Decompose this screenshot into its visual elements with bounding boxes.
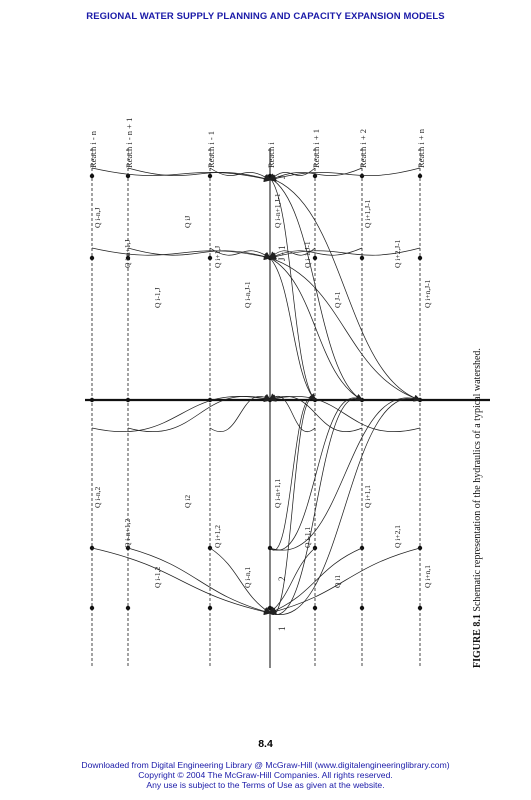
reach-label: Reach i - n + 1 (124, 117, 134, 168)
node-label: 1 (277, 626, 287, 631)
reach-label: Reach i - 1 (206, 130, 216, 168)
flow-label: Q i-n,1 (243, 566, 252, 588)
flow-arrow (128, 168, 270, 180)
junction-node (90, 398, 94, 402)
footer-line-2: Copyright © 2004 The McGraw-Hill Companies. All rights reserved. (138, 770, 393, 781)
footer (0, 760, 531, 791)
flow-label: Q i-n+1,J-1 (273, 193, 282, 228)
flow-label: Q i+1,2 (213, 525, 222, 548)
running-header: REGIONAL WATER SUPPLY PLANNING AND CAPACITY EXPANSION MODELS (86, 11, 445, 22)
watershed-hydraulics-figure (70, 108, 495, 690)
flow-label: Q i-n+1,1 (273, 478, 282, 508)
flow-label: Q iJ (183, 215, 192, 228)
reach-label: Reach i (266, 142, 276, 168)
flow-label: Q i+1,J (213, 245, 222, 268)
flow-arrow (92, 396, 270, 431)
flow-label: Q i1 (333, 574, 342, 588)
reach-label: Reach i + 1 (311, 128, 321, 168)
junction-node (418, 256, 422, 260)
node-label: J - 1 (277, 245, 287, 261)
junction-node (268, 174, 272, 178)
caption-label: FIGURE 8.1 (472, 611, 483, 668)
flow-arrow (210, 548, 270, 613)
footer-line-3: Any use is subject to the Terms of Use as given at the website. (146, 780, 385, 791)
junction-node (208, 606, 212, 610)
junction-node (208, 174, 212, 178)
junction-node (268, 606, 272, 610)
footer-line-1: Downloaded from Digital Engineering Library @ McGraw-Hill (www.digitalengineeringlibrary.com) (81, 760, 450, 770)
figure-caption (472, 348, 483, 668)
flow-arrow (92, 248, 270, 258)
flow-label: Q i+2,1 (393, 525, 402, 548)
flow-label: Q i-1,J (153, 287, 162, 308)
flow-arrow (210, 396, 270, 431)
junction-node (360, 606, 364, 610)
flow-label: Q i+n,1 (423, 565, 432, 588)
junction-node (418, 174, 422, 178)
junction-node (208, 256, 212, 260)
node-label: J (277, 175, 287, 179)
node-label: 2 (277, 576, 287, 581)
flow-label: Q i-n+1,J (123, 239, 132, 268)
flow-label: Q i+1,J-1 (363, 199, 372, 228)
junction-node (360, 174, 364, 178)
junction-node (126, 606, 130, 610)
junction-node (126, 398, 130, 402)
flow-label: Q i-n,J (93, 207, 102, 228)
flow-label: Q i+2,J-1 (393, 239, 402, 268)
flow-label: Q i-n,J-1 (243, 281, 252, 308)
flow-arrow (270, 398, 362, 550)
flow-label: Q i-1,2 (153, 566, 162, 588)
junction-node (313, 256, 317, 260)
junction-node (90, 256, 94, 260)
watershed-diagram (70, 108, 495, 690)
page-number: 8.4 (258, 738, 273, 750)
flow-label: Q i-1,J-1 (303, 241, 312, 268)
flow-label: Q i-n,2 (93, 486, 102, 508)
junction-node (90, 174, 94, 178)
flow-label: Q i2 (183, 494, 192, 508)
flow-label: Q i+1,1 (363, 485, 372, 508)
flow-arrow (128, 248, 270, 258)
junction-node (313, 606, 317, 610)
flow-label: Q i-n+1,2 (123, 518, 132, 548)
flow-label: Q i-1,1 (303, 526, 312, 548)
flow-label: Q i+n,J-1 (423, 279, 432, 308)
reach-label: Reach i + 2 (358, 128, 368, 168)
junction-node (360, 256, 364, 260)
reach-label: Reach i + n (416, 128, 426, 168)
junction-node (90, 606, 94, 610)
flow-label: Q J-1 (333, 291, 342, 308)
junction-node (418, 606, 422, 610)
reach-label: Reach i - n (88, 130, 98, 168)
caption-text: Schematic representation of the hydraulics of a typical watershed. (472, 348, 483, 612)
flow-arrow (270, 258, 362, 400)
